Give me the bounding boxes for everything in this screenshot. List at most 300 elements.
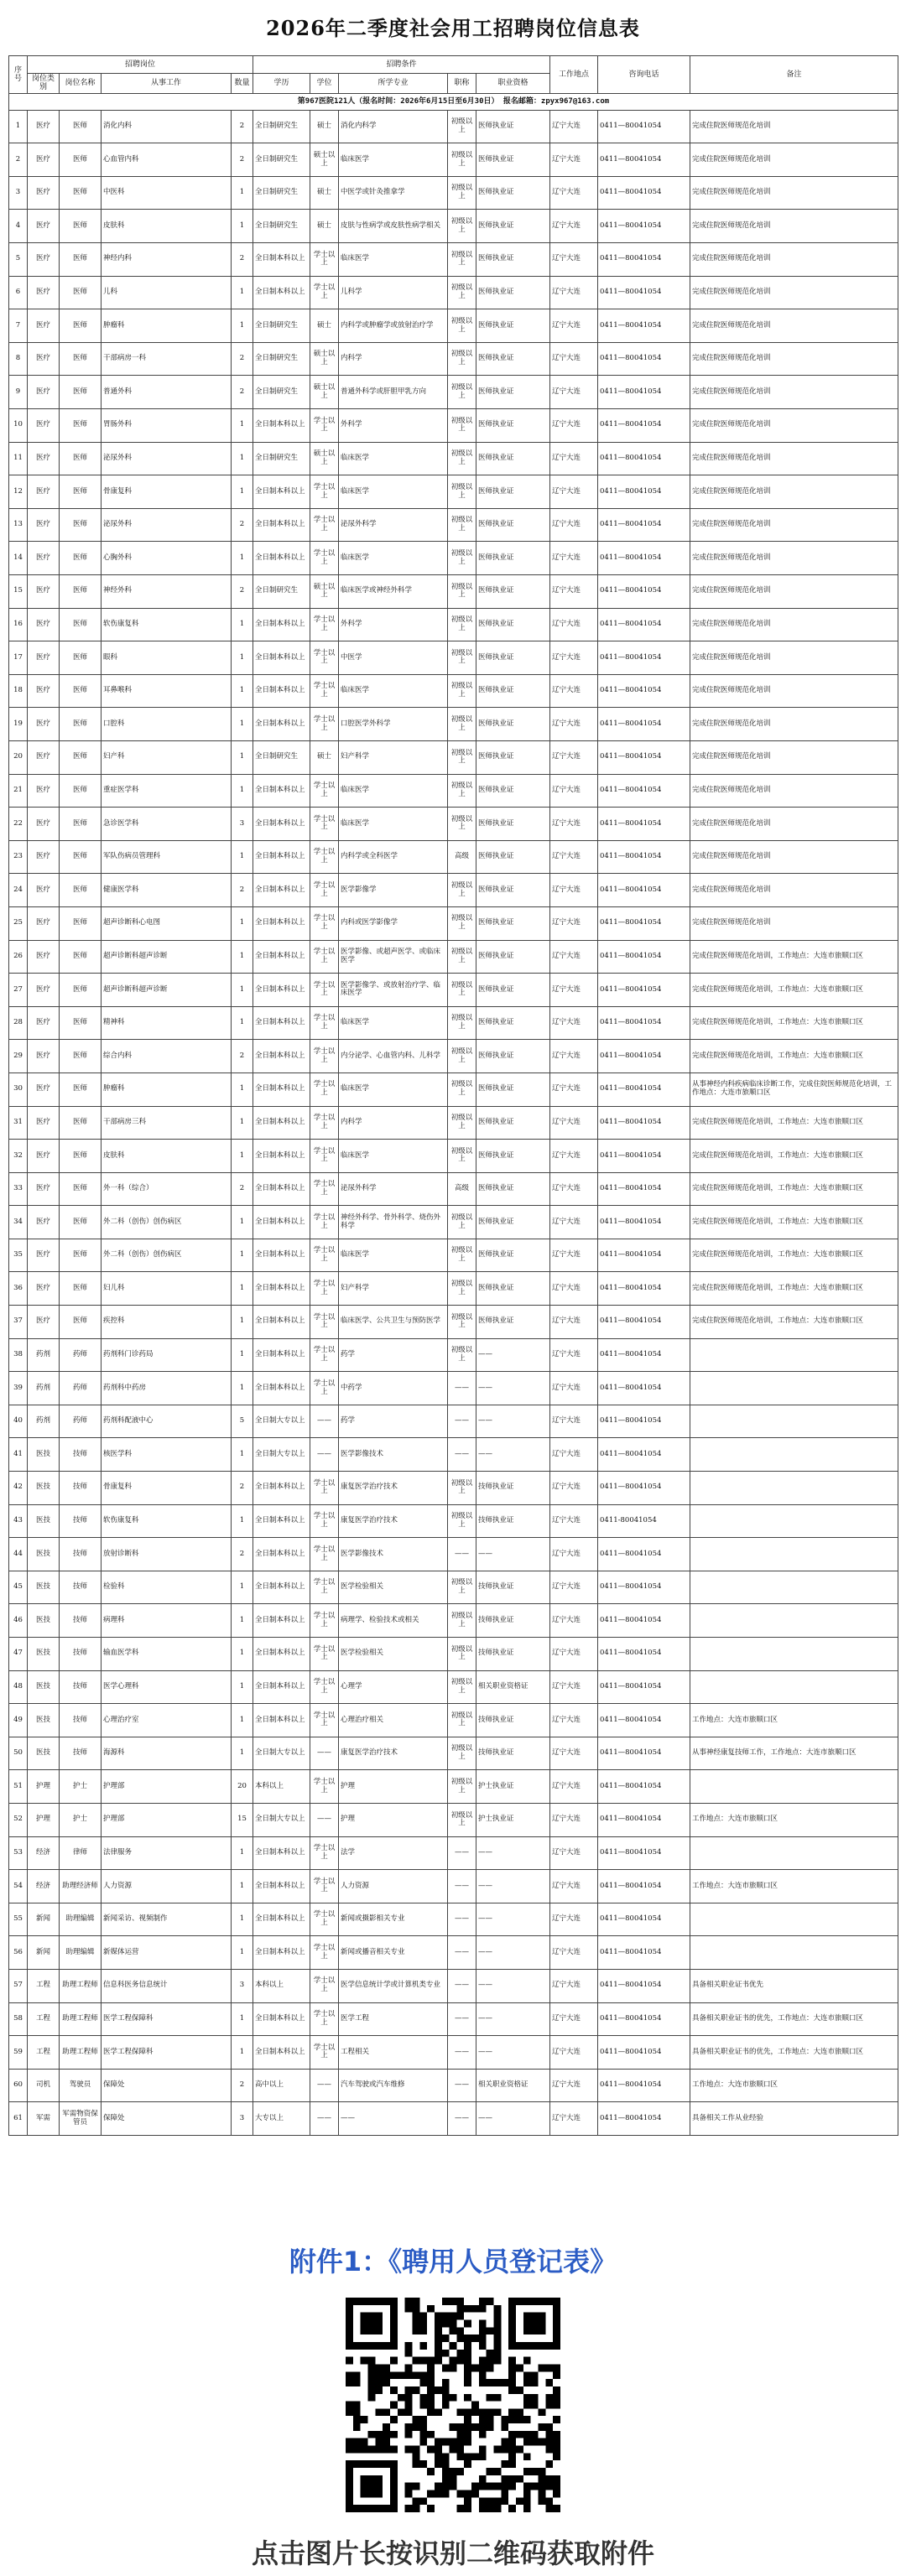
qr-module xyxy=(375,2386,383,2394)
cell-remark: 完成住院医师规范化培训 xyxy=(690,309,898,343)
qr-module xyxy=(487,2364,494,2371)
qr-module xyxy=(427,2490,435,2498)
cell-count: 1 xyxy=(232,1438,253,1472)
qr-module xyxy=(419,2379,427,2386)
cell-location: 辽宁大连 xyxy=(550,1372,598,1405)
cell-phone: 0411—80041054 xyxy=(598,1040,690,1073)
cell-phone: 0411—80041054 xyxy=(598,309,690,343)
cell-location: 辽宁大连 xyxy=(550,674,598,708)
cell-seq: 34 xyxy=(9,1206,28,1239)
cell-name: 医师 xyxy=(60,940,102,974)
cell-seq: 6 xyxy=(9,276,28,309)
cell-phone: 0411—80041054 xyxy=(598,1638,690,1671)
cell-count: 1 xyxy=(232,1072,253,1106)
qr-module xyxy=(523,2416,531,2423)
table-row xyxy=(9,1969,898,2002)
cell-location: 辽宁大连 xyxy=(550,1870,598,1903)
cell-category: 医疗 xyxy=(28,575,60,609)
cell-title: 初级以上 xyxy=(448,874,476,907)
cell-remark: 完成住院医师规范化培训，工作地点：大连市旅顺口区 xyxy=(690,1306,898,1339)
qr-module xyxy=(450,2319,457,2327)
cell-remark: 完成住院医师规范化培训 xyxy=(690,210,898,243)
qr-module xyxy=(367,2327,375,2334)
qr-module xyxy=(508,2313,516,2320)
cell-name: 医师 xyxy=(60,309,102,343)
table-row xyxy=(9,575,898,609)
cell-location: 辽宁大连 xyxy=(550,2102,598,2136)
page-title: 2026年二季度社会用工招聘岗位信息表 xyxy=(266,16,640,40)
cell-major: 泌尿外科学 xyxy=(339,1172,448,1206)
cell-remark: 完成住院医师规范化培训 xyxy=(690,508,898,542)
cell-name: 医师 xyxy=(60,176,102,210)
header-group-position: 招聘岗位 xyxy=(28,56,253,74)
cell-major: 医学影像学 xyxy=(339,874,448,907)
cell-major: 口腔医学外科学 xyxy=(339,708,448,741)
qr-module xyxy=(523,2357,531,2365)
header-location: 工作地点 xyxy=(550,56,598,94)
cell-edu: 全日制本科以上 xyxy=(253,1040,310,1073)
cell-qual: 医师执业证 xyxy=(476,874,550,907)
cell-degree: 学士以上 xyxy=(310,808,339,841)
qr-module xyxy=(361,2357,368,2365)
cell-remark xyxy=(690,1670,898,1704)
qr-module xyxy=(487,2298,494,2305)
qr-module xyxy=(375,2431,383,2438)
qr-module xyxy=(553,2298,560,2305)
cell-edu: 全日制本科以上 xyxy=(253,1206,310,1239)
qr-module xyxy=(383,2438,390,2446)
cell-title: 初级以上 xyxy=(448,508,476,542)
qr-module xyxy=(383,2446,390,2454)
cell-edu: 全日制本科以上 xyxy=(253,1272,310,1306)
header-category: 岗位类别 xyxy=(28,74,60,94)
cell-title: 初级以上 xyxy=(448,342,476,376)
table-row xyxy=(9,2069,898,2102)
cell-remark: 工作地点：大连市旅顺口区 xyxy=(690,1803,898,1836)
cell-seq: 49 xyxy=(9,1704,28,1737)
cell-seq: 61 xyxy=(9,2102,28,2136)
cell-phone: 0411—80041054 xyxy=(598,1737,690,1770)
qr-module xyxy=(405,2446,413,2454)
qr-module xyxy=(390,2446,398,2454)
qr-module xyxy=(539,2298,546,2305)
qr-module xyxy=(346,2305,353,2313)
cell-name: 医师 xyxy=(60,840,102,874)
cell-phone: 0411—80041054 xyxy=(598,2069,690,2102)
cell-major: 神经外科学、骨外科学、烧伤外科学 xyxy=(339,1206,448,1239)
qr-module xyxy=(390,2342,398,2350)
cell-category: 医疗 xyxy=(28,708,60,741)
qr-module xyxy=(553,2438,560,2446)
cell-title: —— xyxy=(448,1372,476,1405)
qr-module xyxy=(553,2453,560,2460)
cell-remark xyxy=(690,1638,898,1671)
qr-code[interactable] xyxy=(346,2298,560,2512)
cell-category: 医疗 xyxy=(28,608,60,641)
cell-phone: 0411—80041054 xyxy=(598,608,690,641)
qr-module xyxy=(553,2334,560,2342)
qr-module xyxy=(375,2490,383,2498)
table-row xyxy=(9,176,898,210)
qr-module xyxy=(456,2327,464,2334)
attachment-link[interactable]: 附件1：《聘用人员登记表》 xyxy=(289,2246,617,2277)
qr-module xyxy=(456,2490,464,2498)
qr-module xyxy=(501,2423,508,2431)
cell-category: 医疗 xyxy=(28,475,60,509)
qr-module xyxy=(367,2431,375,2438)
qr-module xyxy=(419,2394,427,2402)
qr-module xyxy=(523,2453,531,2460)
qr-module xyxy=(553,2327,560,2334)
cell-count: 1 xyxy=(232,1006,253,1040)
cell-major: 临床医学 xyxy=(339,1239,448,1272)
cell-phone: 0411—80041054 xyxy=(598,940,690,974)
cell-seq: 44 xyxy=(9,1538,28,1571)
cell-work: 保障处 xyxy=(102,2102,232,2136)
qr-module xyxy=(361,2416,368,2423)
cell-phone: 0411—80041054 xyxy=(598,708,690,741)
qr-module xyxy=(464,2379,471,2386)
qr-module xyxy=(471,2490,479,2498)
qr-module xyxy=(346,2460,353,2468)
qr-module xyxy=(353,2408,361,2416)
cell-phone: 0411—80041054 xyxy=(598,1472,690,1505)
cell-qual: 医师执业证 xyxy=(476,542,550,575)
qr-module xyxy=(353,2460,361,2468)
cell-category: 医疗 xyxy=(28,808,60,841)
cell-remark: 完成住院医师规范化培训，工作地点：大连市旅顺口区 xyxy=(690,1239,898,1272)
qr-module xyxy=(456,2357,464,2365)
cell-title: 初级以上 xyxy=(448,1638,476,1671)
qr-module xyxy=(531,2371,539,2379)
table-row xyxy=(9,1006,898,1040)
cell-count: 1 xyxy=(232,475,253,509)
qr-module xyxy=(516,2364,523,2371)
qr-module xyxy=(539,2468,546,2475)
cell-title: —— xyxy=(448,2036,476,2070)
cell-major: 心理治疗相关 xyxy=(339,1704,448,1737)
qr-module xyxy=(427,2431,435,2438)
cell-seq: 26 xyxy=(9,940,28,974)
cell-count: 1 xyxy=(232,276,253,309)
cell-seq: 45 xyxy=(9,1571,28,1604)
cell-name: 医师 xyxy=(60,1040,102,1073)
cell-category: 军需 xyxy=(28,2102,60,2136)
cell-seq: 7 xyxy=(9,309,28,343)
qr-module xyxy=(479,2305,487,2313)
cell-edu: 全日制本科以上 xyxy=(253,1338,310,1372)
cell-work: 心血管内科 xyxy=(102,143,232,177)
cell-title: 初级以上 xyxy=(448,376,476,409)
cell-phone: 0411—80041054 xyxy=(598,1803,690,1836)
cell-title: 初级以上 xyxy=(448,210,476,243)
table-row xyxy=(9,110,898,143)
qr-module xyxy=(361,2460,368,2468)
qr-module xyxy=(361,2475,368,2483)
cell-category: 医疗 xyxy=(28,309,60,343)
cell-name: 军需物资保管员 xyxy=(60,2102,102,2136)
cell-title: 初级以上 xyxy=(448,1803,476,1836)
cell-degree: 学士以上 xyxy=(310,974,339,1007)
qr-module xyxy=(427,2446,435,2454)
cell-category: 医疗 xyxy=(28,906,60,940)
cell-major: 康复医学治疗技术 xyxy=(339,1504,448,1538)
cell-title: 初级以上 xyxy=(448,1206,476,1239)
cell-work: 妇产科 xyxy=(102,740,232,774)
qr-module xyxy=(435,2438,442,2446)
cell-edu: 高中以上 xyxy=(253,2069,310,2102)
cell-major: 临床医学 xyxy=(339,774,448,808)
qr-module xyxy=(361,2438,368,2446)
cell-title: 初级以上 xyxy=(448,309,476,343)
table-row xyxy=(9,774,898,808)
qr-module xyxy=(375,2327,383,2334)
qr-module xyxy=(450,2446,457,2454)
cell-category: 经济 xyxy=(28,1836,60,1870)
cell-seq: 12 xyxy=(9,475,28,509)
cell-degree: 学士以上 xyxy=(310,2002,339,2036)
cell-degree: 学士以上 xyxy=(310,1670,339,1704)
qr-module xyxy=(353,2416,361,2423)
cell-qual: —— xyxy=(476,1405,550,1438)
cell-name: 医师 xyxy=(60,1172,102,1206)
header-group-conditions: 招聘条件 xyxy=(253,56,550,74)
cell-phone: 0411—80041054 xyxy=(598,1770,690,1804)
qr-module xyxy=(487,2394,494,2402)
qr-module xyxy=(419,2357,427,2365)
cell-count: 1 xyxy=(232,974,253,1007)
cell-edu: 全日制本科以上 xyxy=(253,906,310,940)
qr-module xyxy=(383,2460,390,2468)
qr-module xyxy=(361,2505,368,2512)
cell-qual: 医师执业证 xyxy=(476,575,550,609)
cell-location: 辽宁大连 xyxy=(550,1836,598,1870)
cell-work: 输血医学科 xyxy=(102,1638,232,1671)
cell-category: 医疗 xyxy=(28,1072,60,1106)
qr-module xyxy=(442,2379,450,2386)
cell-count: 1 xyxy=(232,1504,253,1538)
cell-name: 医师 xyxy=(60,1072,102,1106)
cell-phone: 0411—80041054 xyxy=(598,1704,690,1737)
cell-edu: 全日制本科以上 xyxy=(253,874,310,907)
qr-module xyxy=(479,2505,487,2512)
cell-work: 普通外科 xyxy=(102,376,232,409)
cell-qual: 医师执业证 xyxy=(476,1172,550,1206)
qr-module xyxy=(427,2402,435,2409)
qr-module xyxy=(346,2327,353,2334)
qr-module xyxy=(412,2423,419,2431)
qr-module xyxy=(494,2379,502,2386)
cell-location: 辽宁大连 xyxy=(550,1638,598,1671)
cell-work: 医学工程保障科 xyxy=(102,2002,232,2036)
cell-remark: 完成住院医师规范化培训，工作地点：大连市旅顺口区 xyxy=(690,1272,898,1306)
cell-title: 初级以上 xyxy=(448,1704,476,1737)
cell-remark: 具备相关职业证书的优先，工作地点：大连市旅顺口区 xyxy=(690,2036,898,2070)
table-row xyxy=(9,475,898,509)
cell-name: 药师 xyxy=(60,1338,102,1372)
cell-count: 3 xyxy=(232,808,253,841)
cell-phone: 0411—80041054 xyxy=(598,641,690,675)
qr-module xyxy=(523,2319,531,2327)
cell-degree: 学士以上 xyxy=(310,608,339,641)
table-row xyxy=(9,1638,898,1671)
cell-location: 辽宁大连 xyxy=(550,641,598,675)
cell-title: 初级以上 xyxy=(448,940,476,974)
cell-seq: 29 xyxy=(9,1040,28,1073)
cell-qual: 医师执业证 xyxy=(476,409,550,443)
qr-module xyxy=(361,2327,368,2334)
cell-work: 心胸外科 xyxy=(102,542,232,575)
cell-title: 初级以上 xyxy=(448,475,476,509)
qr-module xyxy=(553,2483,560,2490)
cell-qual: 医师执业证 xyxy=(476,1239,550,1272)
cell-name: 医师 xyxy=(60,1106,102,1140)
cell-name: 医师 xyxy=(60,1239,102,1272)
cell-category: 医疗 xyxy=(28,376,60,409)
cell-degree: 学士以上 xyxy=(310,276,339,309)
qr-module xyxy=(523,2327,531,2334)
qr-module xyxy=(435,2319,442,2327)
qr-module xyxy=(456,2408,464,2416)
cell-phone: 0411—80041054 xyxy=(598,475,690,509)
qr-module xyxy=(390,2431,398,2438)
table-row xyxy=(9,1472,898,1505)
cell-location: 辽宁大连 xyxy=(550,210,598,243)
qr-module xyxy=(464,2453,471,2460)
cell-work: 新闻采访、视频制作 xyxy=(102,1903,232,1936)
cell-work: 药剂科门诊药局 xyxy=(102,1338,232,1372)
qr-module xyxy=(427,2364,435,2371)
cell-location: 辽宁大连 xyxy=(550,475,598,509)
cell-location: 辽宁大连 xyxy=(550,1006,598,1040)
cell-category: 医技 xyxy=(28,1604,60,1638)
cell-degree: 学士以上 xyxy=(310,1172,339,1206)
qr-module xyxy=(346,2298,353,2305)
cell-edu: 本科以上 xyxy=(253,1770,310,1804)
qr-module xyxy=(346,2371,353,2379)
cell-phone: 0411—80041054 xyxy=(598,1140,690,1173)
cell-title: 初级以上 xyxy=(448,608,476,641)
qr-module xyxy=(412,2298,419,2305)
cell-name: 医师 xyxy=(60,874,102,907)
qr-module xyxy=(450,2468,457,2475)
cell-edu: 全日制本科以上 xyxy=(253,808,310,841)
qr-module xyxy=(508,2379,516,2386)
cell-edu: 全日制研究生 xyxy=(253,376,310,409)
cell-name: 医师 xyxy=(60,276,102,309)
cell-title: 初级以上 xyxy=(448,708,476,741)
cell-phone: 0411—80041054 xyxy=(598,1604,690,1638)
cell-edu: 全日制本科以上 xyxy=(253,1936,310,1970)
cell-name: 药师 xyxy=(60,1405,102,1438)
cell-qual: 医师执业证 xyxy=(476,774,550,808)
qr-module xyxy=(494,2505,502,2512)
cell-work: 军队伤病员管理科 xyxy=(102,840,232,874)
cell-category: 医疗 xyxy=(28,840,60,874)
cell-edu: 全日制研究生 xyxy=(253,575,310,609)
cell-remark: 完成住院医师规范化培训 xyxy=(690,442,898,475)
cell-seq: 14 xyxy=(9,542,28,575)
cell-title: 初级以上 xyxy=(448,1106,476,1140)
qr-module xyxy=(383,2423,390,2431)
qr-module xyxy=(456,2423,464,2431)
cell-qual: —— xyxy=(476,2002,550,2036)
cell-phone: 0411—80041054 xyxy=(598,2102,690,2136)
qr-module xyxy=(353,2342,361,2350)
cell-location: 辽宁大连 xyxy=(550,1969,598,2002)
qr-module xyxy=(516,2298,523,2305)
cell-work: 病理科 xyxy=(102,1604,232,1638)
cell-work: 神经外科 xyxy=(102,575,232,609)
qr-module xyxy=(412,2505,419,2512)
cell-name: 医师 xyxy=(60,243,102,277)
header-work: 从事工作 xyxy=(102,74,232,94)
qr-module xyxy=(361,2298,368,2305)
cell-category: 医疗 xyxy=(28,1140,60,1173)
table-row xyxy=(9,309,898,343)
table-row xyxy=(9,508,898,542)
cell-seq: 40 xyxy=(9,1405,28,1438)
table-row xyxy=(9,1903,898,1936)
cell-category: 医技 xyxy=(28,1571,60,1604)
cell-degree: —— xyxy=(310,2102,339,2136)
cell-work: 外二科（创伤）创伤病区 xyxy=(102,1239,232,1272)
cell-seq: 1 xyxy=(9,110,28,143)
cell-major: 儿科学 xyxy=(339,276,448,309)
cell-major: 临床医学 xyxy=(339,1006,448,1040)
qr-module xyxy=(464,2497,471,2505)
cell-location: 辽宁大连 xyxy=(550,874,598,907)
qr-module xyxy=(390,2505,398,2512)
cell-work: 干部病房一科 xyxy=(102,342,232,376)
cell-degree: 学士以上 xyxy=(310,1472,339,1505)
qr-module xyxy=(516,2342,523,2350)
cell-category: 医疗 xyxy=(28,1206,60,1239)
qr-module xyxy=(531,2402,539,2409)
cell-seq: 56 xyxy=(9,1936,28,1970)
cell-work: 超声诊断科心电图 xyxy=(102,906,232,940)
cell-qual: —— xyxy=(476,1538,550,1571)
cell-title: —— xyxy=(448,1870,476,1903)
qr-module xyxy=(479,2327,487,2334)
cell-name: 助理工程师 xyxy=(60,2036,102,2070)
cell-title: 初级以上 xyxy=(448,276,476,309)
qr-module xyxy=(367,2475,375,2483)
cell-work: 护理部 xyxy=(102,1803,232,1836)
cell-major: 临床医学 xyxy=(339,1140,448,1173)
cell-category: 工程 xyxy=(28,1969,60,2002)
qr-module xyxy=(531,2327,539,2334)
cell-work: 超声诊断科超声诊断 xyxy=(102,974,232,1007)
qr-module xyxy=(531,2468,539,2475)
cell-name: 助理工程师 xyxy=(60,2002,102,2036)
cell-work: 检验科 xyxy=(102,1571,232,1604)
cell-qual: —— xyxy=(476,1969,550,2002)
cell-location: 辽宁大连 xyxy=(550,1306,598,1339)
cell-work: 综合内科 xyxy=(102,1040,232,1073)
cell-title: 初级以上 xyxy=(448,1338,476,1372)
cell-name: 技师 xyxy=(60,1538,102,1571)
cell-phone: 0411—80041054 xyxy=(598,1571,690,1604)
cell-seq: 19 xyxy=(9,708,28,741)
cell-count: 1 xyxy=(232,674,253,708)
qr-module xyxy=(531,2394,539,2402)
cell-count: 1 xyxy=(232,608,253,641)
cell-seq: 55 xyxy=(9,1903,28,1936)
cell-title: 初级以上 xyxy=(448,442,476,475)
cell-degree: 学士以上 xyxy=(310,774,339,808)
cell-title: —— xyxy=(448,1538,476,1571)
